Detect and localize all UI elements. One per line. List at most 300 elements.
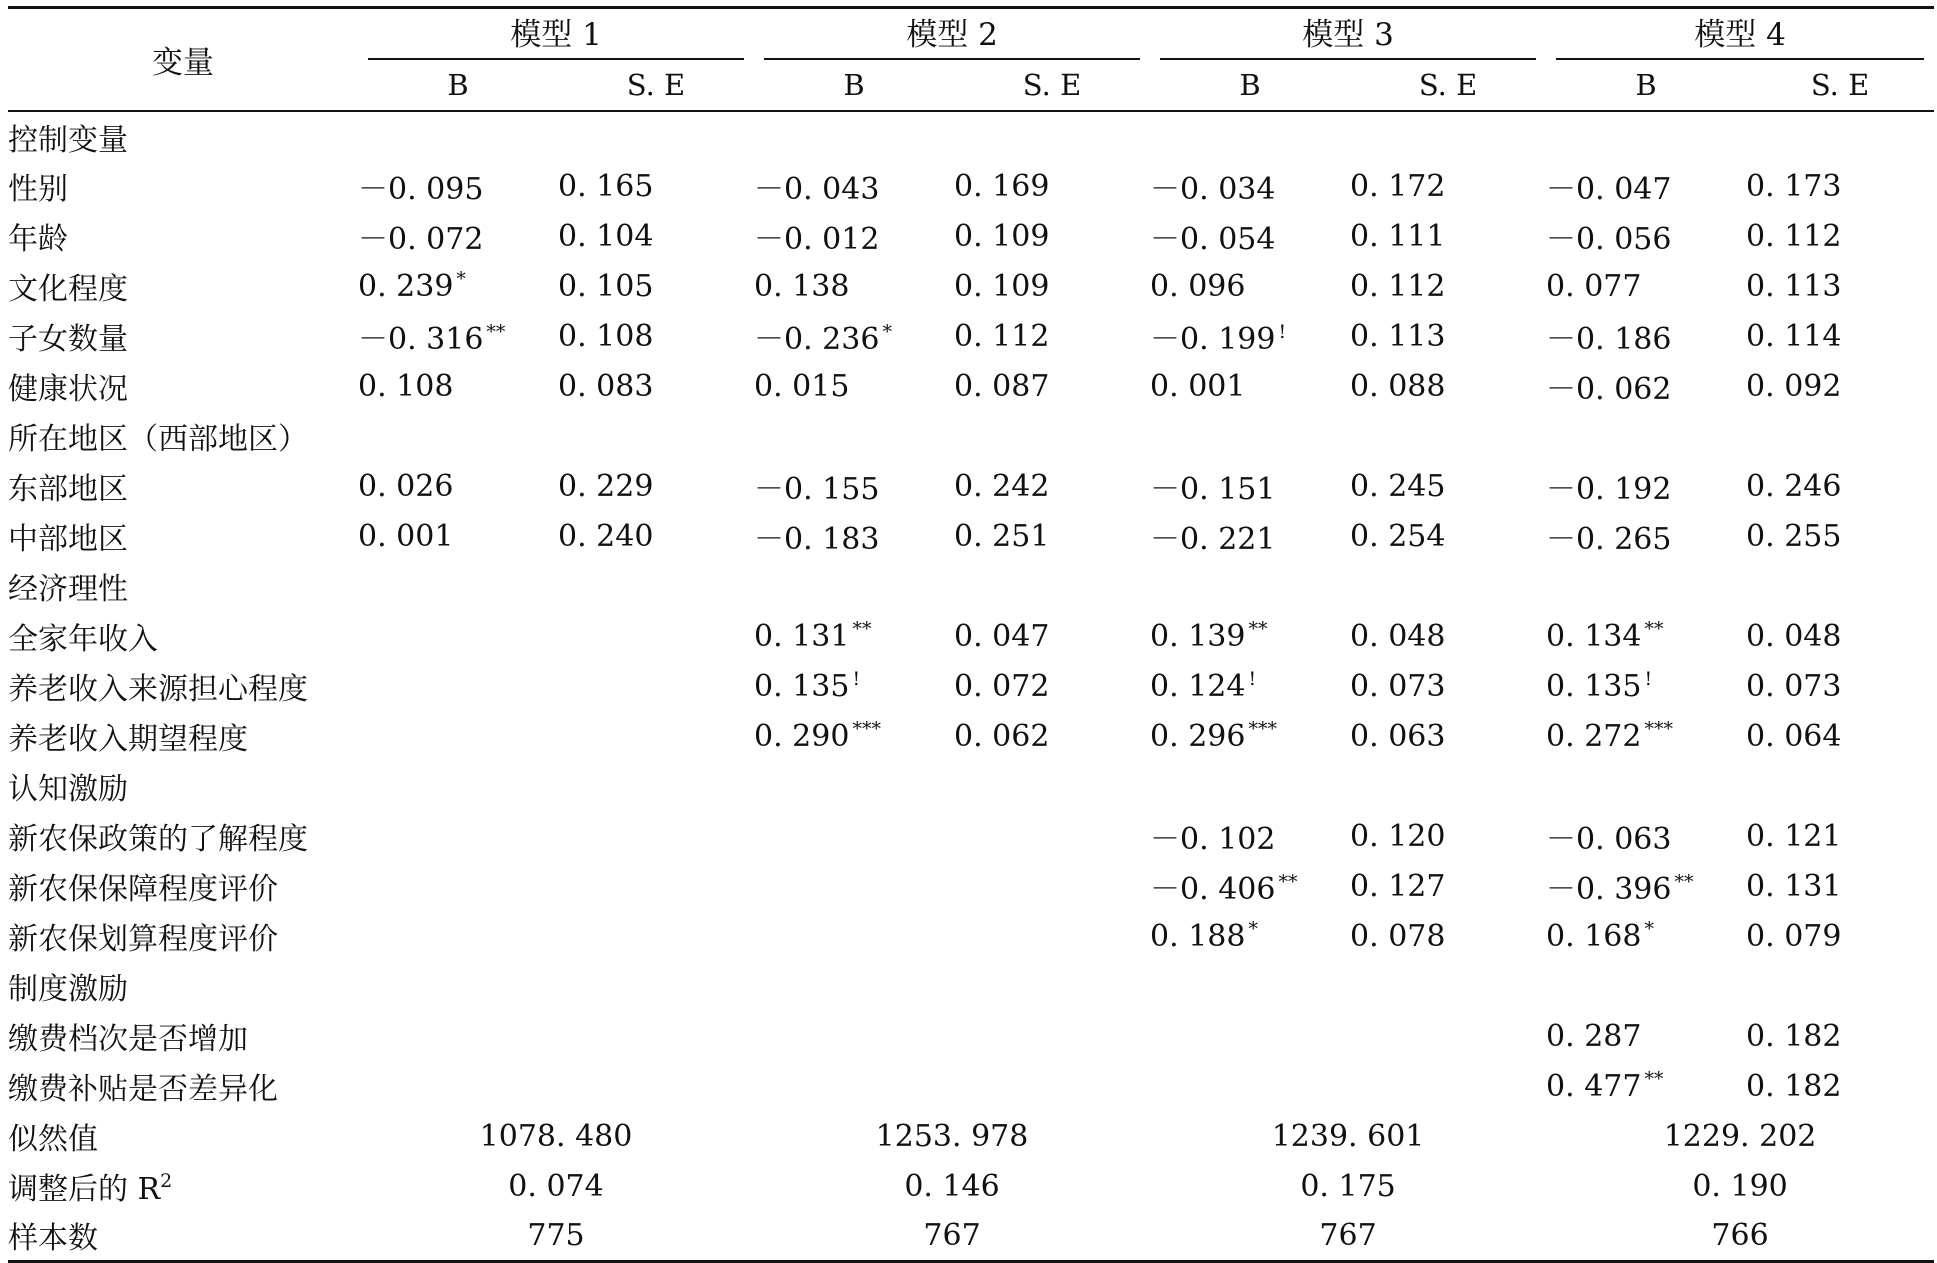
coef-cell-model-3 bbox=[1150, 411, 1350, 461]
se-cell-model-1 bbox=[558, 911, 754, 961]
coef-cell-model-3 bbox=[1150, 461, 1350, 511]
coef-cell-model-2 bbox=[754, 161, 954, 211]
se-value: 0. 109 bbox=[954, 218, 1050, 254]
se-value: 0. 165 bbox=[558, 168, 654, 204]
se-cell-model-2 bbox=[954, 811, 1150, 861]
coef-cell-model-3 bbox=[1150, 361, 1350, 411]
se-value: 0. 127 bbox=[1350, 868, 1446, 904]
coef-cell-model-4 bbox=[1546, 411, 1746, 461]
coef-value: 0. 096 bbox=[1150, 268, 1246, 304]
se-cell-model-2 bbox=[954, 311, 1150, 361]
coef-cell-model-1 bbox=[358, 511, 558, 561]
coef-cell-model-3 bbox=[1150, 511, 1350, 561]
header-row-models bbox=[8, 8, 1934, 61]
stat-label-text: 调整后的 R bbox=[8, 1172, 161, 1207]
coef-value: －0. 186 bbox=[1546, 322, 1672, 357]
stat-value-model-4: 1229. 202 bbox=[1663, 1118, 1817, 1154]
se-value: 0. 109 bbox=[954, 268, 1050, 304]
coef-cell-model-2 bbox=[754, 1011, 954, 1061]
se-value: 0. 088 bbox=[1350, 368, 1446, 404]
row-label: 新农保划算程度评价 bbox=[8, 922, 278, 957]
coef-cell-model-1 bbox=[358, 311, 558, 361]
coef-cell-model-3 bbox=[1150, 561, 1350, 611]
stat-value-model-1: 1078. 480 bbox=[479, 1118, 633, 1154]
row-label: 新农保保障程度评价 bbox=[8, 872, 278, 907]
se-value: 0. 048 bbox=[1350, 618, 1446, 654]
se-value: 0. 182 bbox=[1746, 1018, 1842, 1054]
b-header: B bbox=[843, 68, 865, 102]
se-value: 0. 245 bbox=[1350, 468, 1446, 504]
section-label: 认知激励 bbox=[8, 772, 128, 807]
se-value: 0. 112 bbox=[1350, 268, 1446, 304]
row-label: 年龄 bbox=[8, 222, 68, 257]
coef-cell-model-4 bbox=[1546, 811, 1746, 861]
coef-cell-model-3 bbox=[1150, 861, 1350, 911]
se-cell-model-3 bbox=[1350, 361, 1546, 411]
significance-marker: *** bbox=[852, 718, 881, 740]
se-cell-model-1 bbox=[558, 561, 754, 611]
coef-cell-model-1 bbox=[358, 861, 558, 911]
se-cell-model-4 bbox=[1746, 111, 1934, 161]
coef-value: 0. 077 bbox=[1546, 268, 1642, 304]
model-2-header bbox=[754, 8, 1150, 61]
significance-marker: ! bbox=[852, 668, 861, 690]
coef-cell-model-1 bbox=[358, 761, 558, 811]
coef-value: 0. 287 bbox=[1546, 1018, 1642, 1054]
se-value: 0. 073 bbox=[1350, 668, 1446, 704]
coef-cell-model-1 bbox=[358, 261, 558, 311]
stat-value-model-2: 767 bbox=[923, 1217, 981, 1253]
model-3-label: 模型 3 bbox=[1160, 9, 1536, 60]
stat-value-model-1: 0. 074 bbox=[508, 1168, 604, 1204]
stat-label-text: 似然值 bbox=[8, 1122, 98, 1157]
coef-cell-model-4 bbox=[1546, 761, 1746, 811]
coef-cell-model-4 bbox=[1546, 511, 1746, 561]
coef-cell-model-3 bbox=[1150, 311, 1350, 361]
se-value: 0. 172 bbox=[1350, 168, 1446, 204]
coef-value: －0. 199 bbox=[1150, 322, 1276, 357]
coef-cell-model-4 bbox=[1546, 711, 1746, 761]
table-row bbox=[8, 611, 1934, 661]
se-cell-model-3 bbox=[1350, 961, 1546, 1011]
se-cell-model-2 bbox=[954, 461, 1150, 511]
coef-cell-model-1 bbox=[358, 561, 558, 611]
coef-value: －0. 034 bbox=[1150, 172, 1276, 207]
coef-cell-model-3 bbox=[1150, 261, 1350, 311]
section-header-row bbox=[8, 761, 1934, 811]
coef-value: －0. 012 bbox=[754, 222, 880, 257]
se-value: 0. 254 bbox=[1350, 518, 1446, 554]
coef-cell-model-2 bbox=[754, 661, 954, 711]
table-row bbox=[8, 311, 1934, 361]
se-value: 0. 079 bbox=[1746, 918, 1842, 954]
se-cell-model-3 bbox=[1350, 661, 1546, 711]
se-cell-model-4 bbox=[1746, 311, 1934, 361]
significance-marker: ** bbox=[1644, 1068, 1664, 1090]
coef-cell-model-4 bbox=[1546, 311, 1746, 361]
model-1-label: 模型 1 bbox=[368, 9, 744, 60]
row-label: 健康状况 bbox=[8, 372, 128, 407]
stat-value-model-3: 1239. 601 bbox=[1271, 1118, 1425, 1154]
se-value: 0. 073 bbox=[1746, 668, 1842, 704]
se-cell-model-4 bbox=[1746, 861, 1934, 911]
se-cell-model-3 bbox=[1350, 111, 1546, 161]
coef-value: －0. 396 bbox=[1546, 872, 1672, 907]
coef-value: －0. 072 bbox=[358, 222, 484, 257]
se-cell-model-4 bbox=[1746, 211, 1934, 261]
coef-cell-model-2 bbox=[754, 911, 954, 961]
se-value: 0. 255 bbox=[1746, 518, 1842, 554]
coef-cell-model-1 bbox=[358, 411, 558, 461]
row-label: 新农保政策的了解程度 bbox=[8, 822, 308, 857]
se-value: 0. 182 bbox=[1746, 1068, 1842, 1104]
se-value: 0. 062 bbox=[954, 718, 1050, 754]
se-cell-model-1 bbox=[558, 611, 754, 661]
se-value: 0. 063 bbox=[1350, 718, 1446, 754]
coef-cell-model-3 bbox=[1150, 911, 1350, 961]
se-cell-model-1 bbox=[558, 511, 754, 561]
table-body bbox=[8, 111, 1934, 1261]
se-value: 0. 108 bbox=[558, 318, 654, 354]
coef-value: －0. 192 bbox=[1546, 472, 1672, 507]
coef-value: －0. 151 bbox=[1150, 472, 1276, 507]
se-cell-model-4 bbox=[1746, 711, 1934, 761]
coef-cell-model-1 bbox=[358, 661, 558, 711]
coef-cell-model-2 bbox=[754, 611, 954, 661]
table-row bbox=[8, 661, 1934, 711]
coef-value: 0. 139 bbox=[1150, 619, 1246, 654]
coef-value: －0. 236 bbox=[754, 322, 880, 357]
coef-cell-model-4 bbox=[1546, 211, 1746, 261]
b-header: B bbox=[1239, 68, 1261, 102]
se-cell-model-3 bbox=[1350, 761, 1546, 811]
coef-cell-model-3 bbox=[1150, 661, 1350, 711]
coef-value: 0. 239 bbox=[358, 269, 454, 304]
stat-value-model-3: 767 bbox=[1319, 1217, 1377, 1253]
row-label: 缴费档次是否增加 bbox=[8, 1022, 248, 1057]
se-cell-model-2 bbox=[954, 111, 1150, 161]
se-cell-model-2 bbox=[954, 861, 1150, 911]
coef-cell-model-4 bbox=[1546, 161, 1746, 211]
table-row bbox=[8, 211, 1934, 261]
se-cell-model-4 bbox=[1746, 1011, 1934, 1061]
se-value: 0. 111 bbox=[1350, 218, 1446, 254]
se-cell-model-3 bbox=[1350, 411, 1546, 461]
se-cell-model-4 bbox=[1746, 511, 1934, 561]
coef-cell-model-1 bbox=[358, 211, 558, 261]
stat-value-model-3: 0. 175 bbox=[1300, 1168, 1396, 1204]
coef-cell-model-2 bbox=[754, 411, 954, 461]
section-label: 控制变量 bbox=[8, 122, 128, 158]
stat-value-model-2: 1253. 978 bbox=[875, 1118, 1029, 1154]
se-cell-model-3 bbox=[1350, 861, 1546, 911]
section-label: 所在地区（西部地区） bbox=[8, 422, 308, 457]
variable-header: 变量 bbox=[152, 45, 214, 81]
coef-value: 0. 168 bbox=[1546, 919, 1642, 954]
se-cell-model-4 bbox=[1746, 911, 1934, 961]
significance-marker: ** bbox=[852, 618, 872, 640]
model-3-header bbox=[1150, 8, 1546, 61]
coef-cell-model-2 bbox=[754, 361, 954, 411]
coef-cell-model-3 bbox=[1150, 961, 1350, 1011]
stat-row bbox=[8, 1111, 1934, 1161]
table-header bbox=[8, 8, 1934, 112]
significance-marker: ! bbox=[1278, 321, 1287, 343]
table-row bbox=[8, 711, 1934, 761]
stat-label bbox=[8, 1111, 358, 1161]
se-cell-model-1 bbox=[558, 1061, 754, 1111]
se-value: 0. 112 bbox=[1746, 218, 1842, 254]
coef-value: －0. 155 bbox=[754, 472, 880, 507]
se-value: 0. 072 bbox=[954, 668, 1050, 704]
coef-cell-model-3 bbox=[1150, 211, 1350, 261]
regression-table bbox=[8, 6, 1934, 1263]
coef-value: 0. 296 bbox=[1150, 719, 1246, 754]
coef-cell-model-2 bbox=[754, 761, 954, 811]
coef-value: 0. 001 bbox=[358, 518, 454, 554]
se-value: 0. 092 bbox=[1746, 368, 1842, 404]
se-cell-model-2 bbox=[954, 361, 1150, 411]
coef-cell-model-1 bbox=[358, 1011, 558, 1061]
coef-value: －0. 183 bbox=[754, 522, 880, 557]
significance-marker: * bbox=[1644, 918, 1654, 940]
coef-cell-model-4 bbox=[1546, 911, 1746, 961]
coef-cell-model-3 bbox=[1150, 761, 1350, 811]
se-cell-model-1 bbox=[558, 111, 754, 161]
table-row bbox=[8, 161, 1934, 211]
coef-cell-model-2 bbox=[754, 861, 954, 911]
coef-cell-model-4 bbox=[1546, 1061, 1746, 1111]
se-cell-model-4 bbox=[1746, 411, 1934, 461]
se-cell-model-2 bbox=[954, 561, 1150, 611]
model-1-header bbox=[358, 8, 754, 61]
section-label: 制度激励 bbox=[8, 972, 128, 1007]
stat-value-model-4: 766 bbox=[1711, 1217, 1769, 1253]
se-value: 0. 048 bbox=[1746, 618, 1842, 654]
table-row bbox=[8, 361, 1934, 411]
se-cell-model-1 bbox=[558, 711, 754, 761]
section-header-row bbox=[8, 961, 1934, 1011]
significance-marker: * bbox=[882, 321, 892, 343]
coef-cell-model-2 bbox=[754, 311, 954, 361]
se-cell-model-1 bbox=[558, 661, 754, 711]
significance-marker: *** bbox=[1248, 718, 1277, 740]
se-value: 0. 121 bbox=[1746, 818, 1842, 854]
coef-cell-model-2 bbox=[754, 561, 954, 611]
se-cell-model-1 bbox=[558, 411, 754, 461]
coef-value: 0. 124 bbox=[1150, 669, 1246, 704]
se-value: 0. 120 bbox=[1350, 818, 1446, 854]
coef-cell-model-4 bbox=[1546, 261, 1746, 311]
b-header: B bbox=[1635, 68, 1657, 102]
row-label: 性别 bbox=[8, 172, 68, 207]
model-4-header bbox=[1546, 8, 1934, 61]
section-header-row bbox=[8, 111, 1934, 161]
coef-value: －0. 056 bbox=[1546, 222, 1672, 257]
se-cell-model-3 bbox=[1350, 911, 1546, 961]
significance-marker: * bbox=[456, 268, 466, 290]
coef-cell-model-2 bbox=[754, 461, 954, 511]
coef-value: －0. 043 bbox=[754, 172, 880, 207]
se-cell-model-3 bbox=[1350, 811, 1546, 861]
coef-cell-model-1 bbox=[358, 811, 558, 861]
stat-value-model-1: 775 bbox=[527, 1217, 585, 1253]
se-cell-model-4 bbox=[1746, 961, 1934, 1011]
significance-marker: *** bbox=[1644, 718, 1673, 740]
se-value: 0. 113 bbox=[1350, 318, 1446, 354]
se-cell-model-4 bbox=[1746, 461, 1934, 511]
table-row bbox=[8, 261, 1934, 311]
coef-value: －0. 316 bbox=[358, 322, 484, 357]
coef-value: 0. 001 bbox=[1150, 368, 1246, 404]
se-cell-model-2 bbox=[954, 961, 1150, 1011]
coef-cell-model-1 bbox=[358, 911, 558, 961]
se-cell-model-2 bbox=[954, 1061, 1150, 1111]
coef-value: －0. 062 bbox=[1546, 372, 1672, 407]
se-header: S. E bbox=[1810, 68, 1870, 102]
se-cell-model-2 bbox=[954, 261, 1150, 311]
coef-value: 0. 026 bbox=[358, 468, 454, 504]
se-cell-model-4 bbox=[1746, 261, 1934, 311]
significance-marker: ** bbox=[1674, 871, 1694, 893]
se-cell-model-3 bbox=[1350, 1011, 1546, 1061]
stat-label bbox=[8, 1211, 358, 1261]
se-cell-model-1 bbox=[558, 811, 754, 861]
coef-cell-model-4 bbox=[1546, 461, 1746, 511]
coef-cell-model-1 bbox=[358, 161, 558, 211]
se-cell-model-4 bbox=[1746, 561, 1934, 611]
coef-value: －0. 265 bbox=[1546, 522, 1672, 557]
coef-cell-model-3 bbox=[1150, 1011, 1350, 1061]
coef-value: 0. 272 bbox=[1546, 719, 1642, 754]
se-value: 0. 246 bbox=[1746, 468, 1842, 504]
coef-cell-model-1 bbox=[358, 961, 558, 1011]
se-cell-model-3 bbox=[1350, 511, 1546, 561]
se-value: 0. 131 bbox=[1746, 868, 1842, 904]
stat-row bbox=[8, 1211, 1934, 1261]
coef-cell-model-4 bbox=[1546, 361, 1746, 411]
se-cell-model-2 bbox=[954, 211, 1150, 261]
se-cell-model-4 bbox=[1746, 1061, 1934, 1111]
row-label: 全家年收入 bbox=[8, 622, 158, 657]
coef-cell-model-2 bbox=[754, 511, 954, 561]
se-header: S. E bbox=[1418, 68, 1478, 102]
coef-value: －0. 047 bbox=[1546, 172, 1672, 207]
coef-cell-model-1 bbox=[358, 111, 558, 161]
se-value: 0. 113 bbox=[1746, 268, 1842, 304]
coef-value: －0. 095 bbox=[358, 172, 484, 207]
coef-cell-model-2 bbox=[754, 261, 954, 311]
table-row bbox=[8, 461, 1934, 511]
table-row bbox=[8, 511, 1934, 561]
coef-cell-model-2 bbox=[754, 111, 954, 161]
se-value: 0. 104 bbox=[558, 218, 654, 254]
row-label: 缴费补贴是否差异化 bbox=[8, 1072, 278, 1107]
se-cell-model-3 bbox=[1350, 161, 1546, 211]
coef-value: 0. 477 bbox=[1546, 1069, 1642, 1104]
se-cell-model-4 bbox=[1746, 161, 1934, 211]
coef-cell-model-1 bbox=[358, 611, 558, 661]
se-cell-model-2 bbox=[954, 411, 1150, 461]
row-label: 子女数量 bbox=[8, 322, 128, 357]
se-value: 0. 087 bbox=[954, 368, 1050, 404]
coef-cell-model-3 bbox=[1150, 711, 1350, 761]
se-cell-model-1 bbox=[558, 1011, 754, 1061]
se-cell-model-2 bbox=[954, 761, 1150, 811]
se-cell-model-2 bbox=[954, 161, 1150, 211]
table-row bbox=[8, 1011, 1934, 1061]
significance-marker: ** bbox=[1248, 618, 1268, 640]
se-cell-model-2 bbox=[954, 661, 1150, 711]
coef-value: 0. 188 bbox=[1150, 919, 1246, 954]
se-value: 0. 114 bbox=[1746, 318, 1842, 354]
coef-value: 0. 131 bbox=[754, 619, 850, 654]
se-value: 0. 169 bbox=[954, 168, 1050, 204]
coef-cell-model-3 bbox=[1150, 1061, 1350, 1111]
coef-cell-model-3 bbox=[1150, 111, 1350, 161]
se-value: 0. 242 bbox=[954, 468, 1050, 504]
coef-cell-model-1 bbox=[358, 711, 558, 761]
se-cell-model-3 bbox=[1350, 1061, 1546, 1111]
coef-value: 0. 138 bbox=[754, 268, 850, 304]
coef-cell-model-4 bbox=[1546, 861, 1746, 911]
se-cell-model-1 bbox=[558, 861, 754, 911]
stat-label-text: 样本数 bbox=[8, 1221, 98, 1257]
coef-value: －0. 054 bbox=[1150, 222, 1276, 257]
row-label: 养老收入来源担心程度 bbox=[8, 672, 308, 707]
section-header-row bbox=[8, 411, 1934, 461]
row-label: 中部地区 bbox=[8, 522, 128, 557]
se-value: 0. 083 bbox=[558, 368, 654, 404]
se-value: 0. 240 bbox=[558, 518, 654, 554]
coef-cell-model-4 bbox=[1546, 1011, 1746, 1061]
significance-marker: ** bbox=[486, 321, 506, 343]
coef-value: －0. 221 bbox=[1150, 522, 1276, 557]
se-cell-model-3 bbox=[1350, 261, 1546, 311]
row-label: 文化程度 bbox=[8, 272, 128, 307]
b-header: B bbox=[447, 68, 469, 102]
se-value: 0. 229 bbox=[558, 468, 654, 504]
se-cell-model-2 bbox=[954, 1011, 1150, 1061]
se-value: 0. 173 bbox=[1746, 168, 1842, 204]
coef-cell-model-2 bbox=[754, 961, 954, 1011]
se-cell-model-1 bbox=[558, 361, 754, 411]
stat-label bbox=[8, 1161, 358, 1211]
se-header: S. E bbox=[626, 68, 686, 102]
coef-cell-model-2 bbox=[754, 811, 954, 861]
table-row bbox=[8, 811, 1934, 861]
se-cell-model-2 bbox=[954, 911, 1150, 961]
se-cell-model-2 bbox=[954, 711, 1150, 761]
significance-marker: ! bbox=[1644, 668, 1653, 690]
se-value: 0. 105 bbox=[558, 268, 654, 304]
table-row bbox=[8, 911, 1934, 961]
coef-cell-model-4 bbox=[1546, 961, 1746, 1011]
coef-cell-model-4 bbox=[1546, 611, 1746, 661]
se-cell-model-2 bbox=[954, 511, 1150, 561]
se-cell-model-3 bbox=[1350, 211, 1546, 261]
coef-value: 0. 015 bbox=[754, 368, 850, 404]
se-cell-model-4 bbox=[1746, 361, 1934, 411]
row-label: 养老收入期望程度 bbox=[8, 722, 248, 757]
stat-value-model-2: 0. 146 bbox=[904, 1168, 1000, 1204]
model-4-label: 模型 4 bbox=[1556, 9, 1924, 60]
coef-cell-model-1 bbox=[358, 461, 558, 511]
se-value: 0. 251 bbox=[954, 518, 1050, 554]
coef-cell-model-3 bbox=[1150, 611, 1350, 661]
coef-value: －0. 102 bbox=[1150, 822, 1276, 857]
coef-cell-model-4 bbox=[1546, 111, 1746, 161]
